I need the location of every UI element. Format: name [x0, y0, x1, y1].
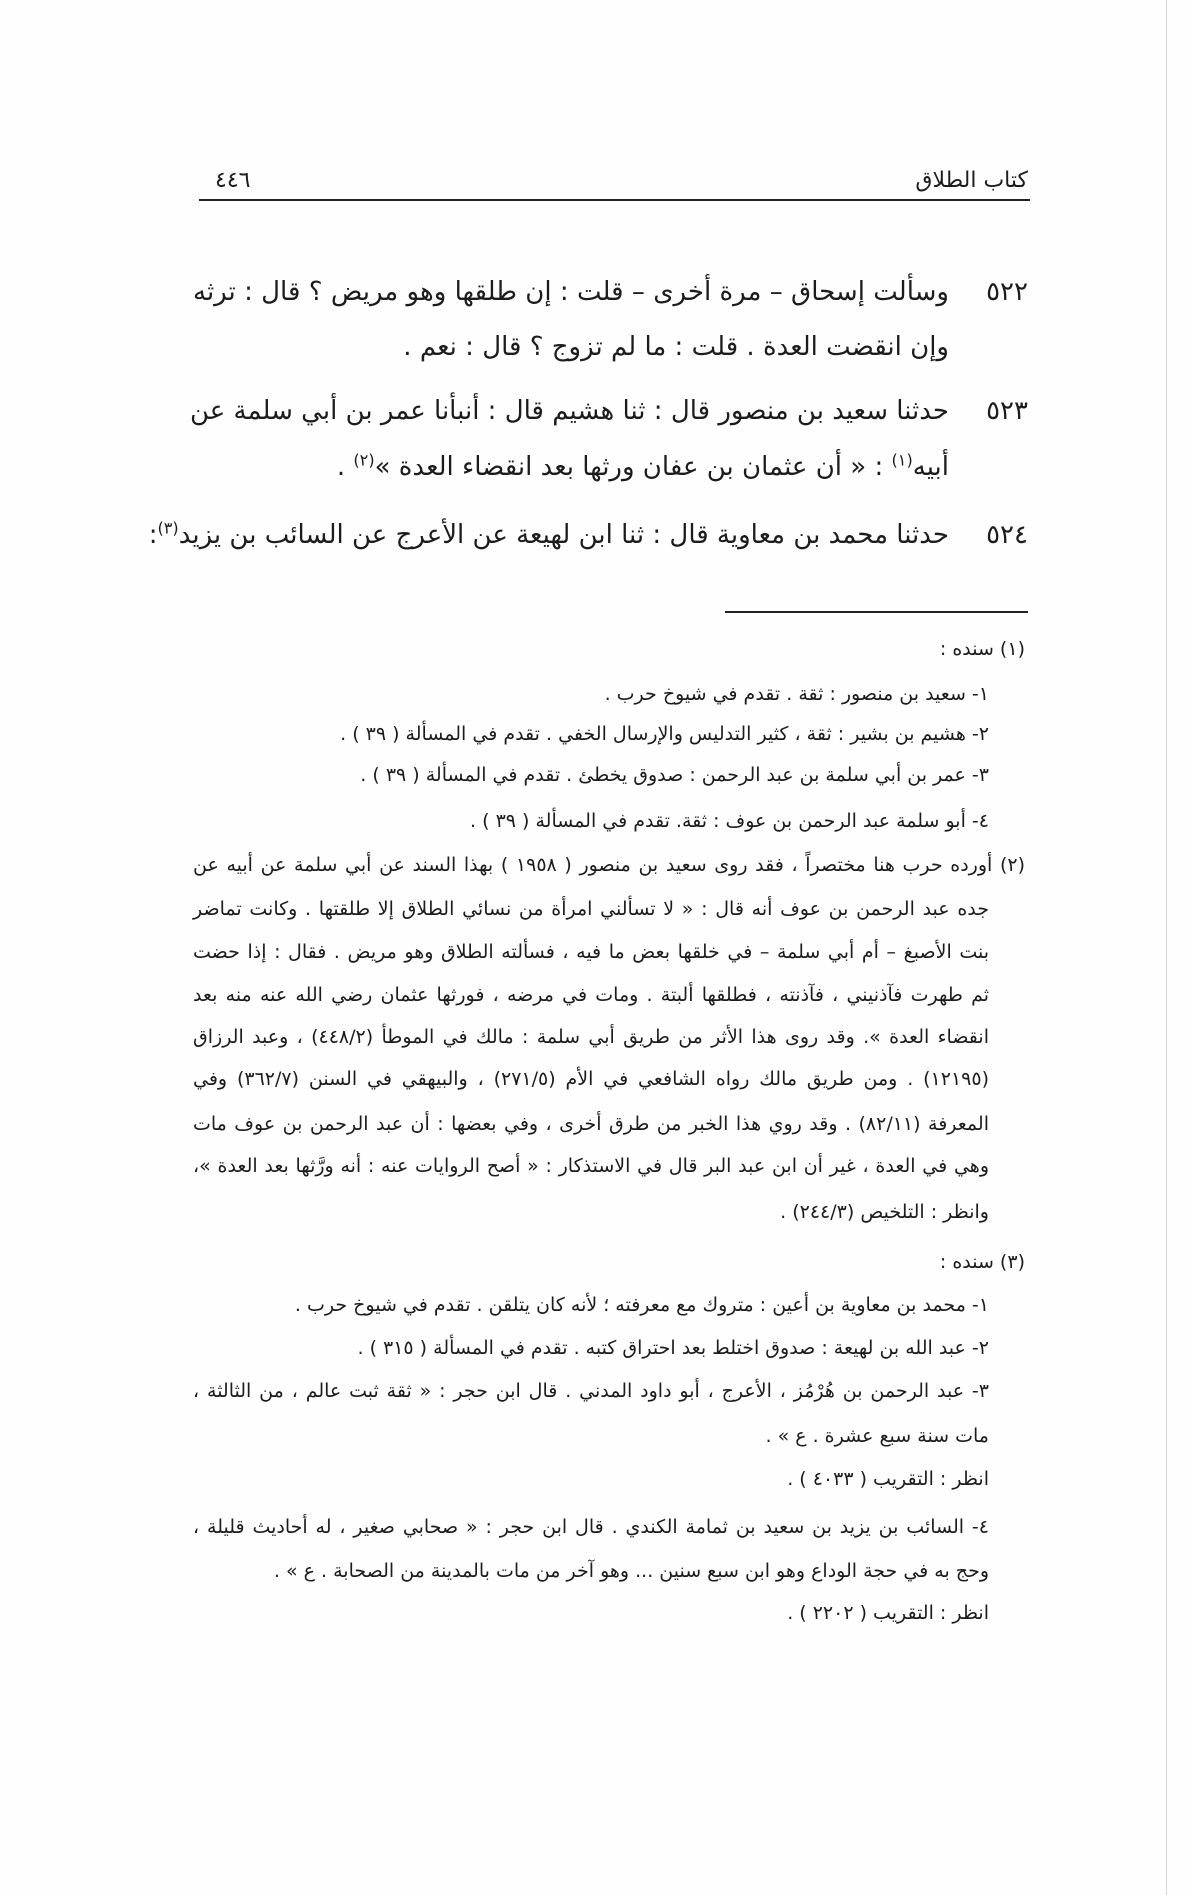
footnote-1-heading: (١) سنده : — [939, 638, 1025, 660]
entry-524-line-1 — [148, 515, 949, 555]
footnote-1-item: ٢- هشيم بن بشير : ثقة ، كثير التدليس والإرسال الخفي . تقدم في المسألة ( ٣٩ ) . — [340, 723, 989, 745]
header-rule — [199, 199, 1030, 201]
footnote-3-line: وحج به في حجة الوداع وهو ابن سبع سنين ... وهو آخر من مات بالمدينة من الصحابة . ع » . — [273, 1560, 989, 1582]
footnote-2-line: ثم طهرت فآذنيني ، فآذنته ، فطلقها ألبتة . ومات في مرضه ، فورثها عثمان رضي الله عنه منه بعد — [193, 984, 989, 1006]
footnote-marker-1: (١) — [891, 450, 913, 470]
footnote-marker-2: (٢) — [353, 450, 375, 470]
footnote-separator — [725, 611, 1028, 613]
footnote-3-line: ١- محمد بن معاوية بن أعين : متروك مع معرفته ؛ لأنه كان يتلقن . تقدم في شيوخ حرب . — [294, 1294, 989, 1316]
footnote-2-line: بنت الأصبغ – أم أبي سلمة – في خلقها بعض ما فيه ، فسألته الطلاق وهو مريض . فقال : إذا حضت — [193, 941, 989, 963]
footnote-2-line: جده عبد الرحمن بن عوف أنه قال : « لا تسألني امرأة من نسائي الطلاق إلا طلقتها . وكانت تماضر — [193, 898, 989, 920]
footnote-1-item: ١- سعيد بن منصور : ثقة . تقدم في شيوخ حرب . — [604, 683, 989, 705]
footnote-2-line: وانظر : التلخيص (٢٤٤/٣) . — [780, 1201, 989, 1223]
entry-523-quote: : « أن عثمان بن عفان ورثها بعد انقضاء العدة » — [374, 452, 892, 482]
footnote-3-line: انظر : التقريب ( ٤٠٣٣ ) . — [787, 1468, 989, 1490]
footnote-3-line: ٢- عبد الله بن لهيعة : صدوق اختلط بعد احتراق كتبه . تقدم في المسألة ( ٣١٥ ) . — [357, 1337, 989, 1359]
entry-522-line-1: وسألت إسحاق – مرة أخرى – قلت : إن طلقها وهو مريض ؟ قال : ترثه — [193, 277, 949, 307]
entry-number-523: ٥٢٣ — [986, 396, 1028, 426]
footnote-1-item: ٤- أبو سلمة عبد الرحمن بن عوف : ثقة. تقدم في المسألة ( ٣٩ ) . — [470, 810, 989, 832]
footnote-2-line: المعرفة (٨٢/١١) . وقد روي هذا الخبر من طرق أخرى ، وفي بعضها : أن عبد الرحمن بن عوف مات — [193, 1113, 989, 1135]
page-number: ٤٤٦ — [215, 168, 251, 193]
footnote-2-line: وهي في العدة ، غير أن ابن عبد البر قال في الاستذكار : « أصح الروايات عنه : أنه ورَّثها بعد العدة »، — [193, 1155, 989, 1177]
entry-523-text: أبيه — [912, 452, 949, 482]
running-header-title: كتاب الطلاق — [915, 168, 1028, 193]
entry-number-522: ٥٢٢ — [986, 277, 1028, 307]
footnote-3-line: ٤- السائب بن يزيد بن سعيد بن ثمامة الكندي . قال ابن حجر : « صحابي صغير ، له أحاديث قليلة ، — [193, 1516, 989, 1538]
footnote-3-line: ٣- عبد الرحمن بن هُرْمُز ، الأعرج ، أبو داود المدني . قال ابن حجر : « ثقة ثبت عالم ، من الثالثة ، — [193, 1380, 989, 1402]
footnote-3-line: مات سنة سبع عشرة . ع » . — [765, 1425, 989, 1447]
footnote-3-heading: (٣) سنده : — [939, 1251, 1025, 1273]
footnote-2-line: (٢) أورده حرب هنا مختصراً ، فقد روى سعيد بن منصور ( ١٩٥٨ ) بهذا السند عن أبي سلمة عن أبيه عن — [193, 854, 1026, 876]
entry-523-line-1: حدثنا سعيد بن منصور قال : ثنا هشيم قال : أنبأنا عمر بن أبي سلمة عن — [189, 396, 949, 426]
footnote-1-item: ٣- عمر بن أبي سلمة بن عبد الرحمن : صدوق يخطئ . تقدم في المسألة ( ٣٩ ) . — [360, 764, 989, 786]
footnote-3-line: انظر : التقريب ( ٢٢٠٢ ) . — [787, 1602, 989, 1624]
entry-523-end: . — [336, 452, 354, 482]
footnote-2-line: (١٢١٩٥) . ومن طريق مالك رواه الشافعي في الأم (٢٧١/٥) ، والبيهقي في السنن (٣٦٢/٧) وفي — [193, 1068, 989, 1090]
entry-522-line-2: وإن انقضت العدة . قلت : ما لم تزوج ؟ قال : نعم . — [403, 332, 949, 362]
scan-edge-line — [1166, 0, 1167, 1895]
entry-524-text: حدثنا محمد بن معاوية قال : ثنا ابن لهيعة عن الأعرج عن السائب بن يزيد — [178, 520, 949, 550]
footnote-marker-3: (٣) — [157, 518, 179, 538]
entry-524-end: : — [148, 520, 158, 550]
entry-number-524: ٥٢٤ — [986, 520, 1028, 550]
entry-523-line-2 — [193, 447, 949, 487]
footnote-2-line: انقضاء العدة ». وقد روى هذا الأثر من طريق أبي سلمة : مالك في الموطأ (٤٤٨/٢) ، وعبد الرزاق — [193, 1026, 989, 1048]
